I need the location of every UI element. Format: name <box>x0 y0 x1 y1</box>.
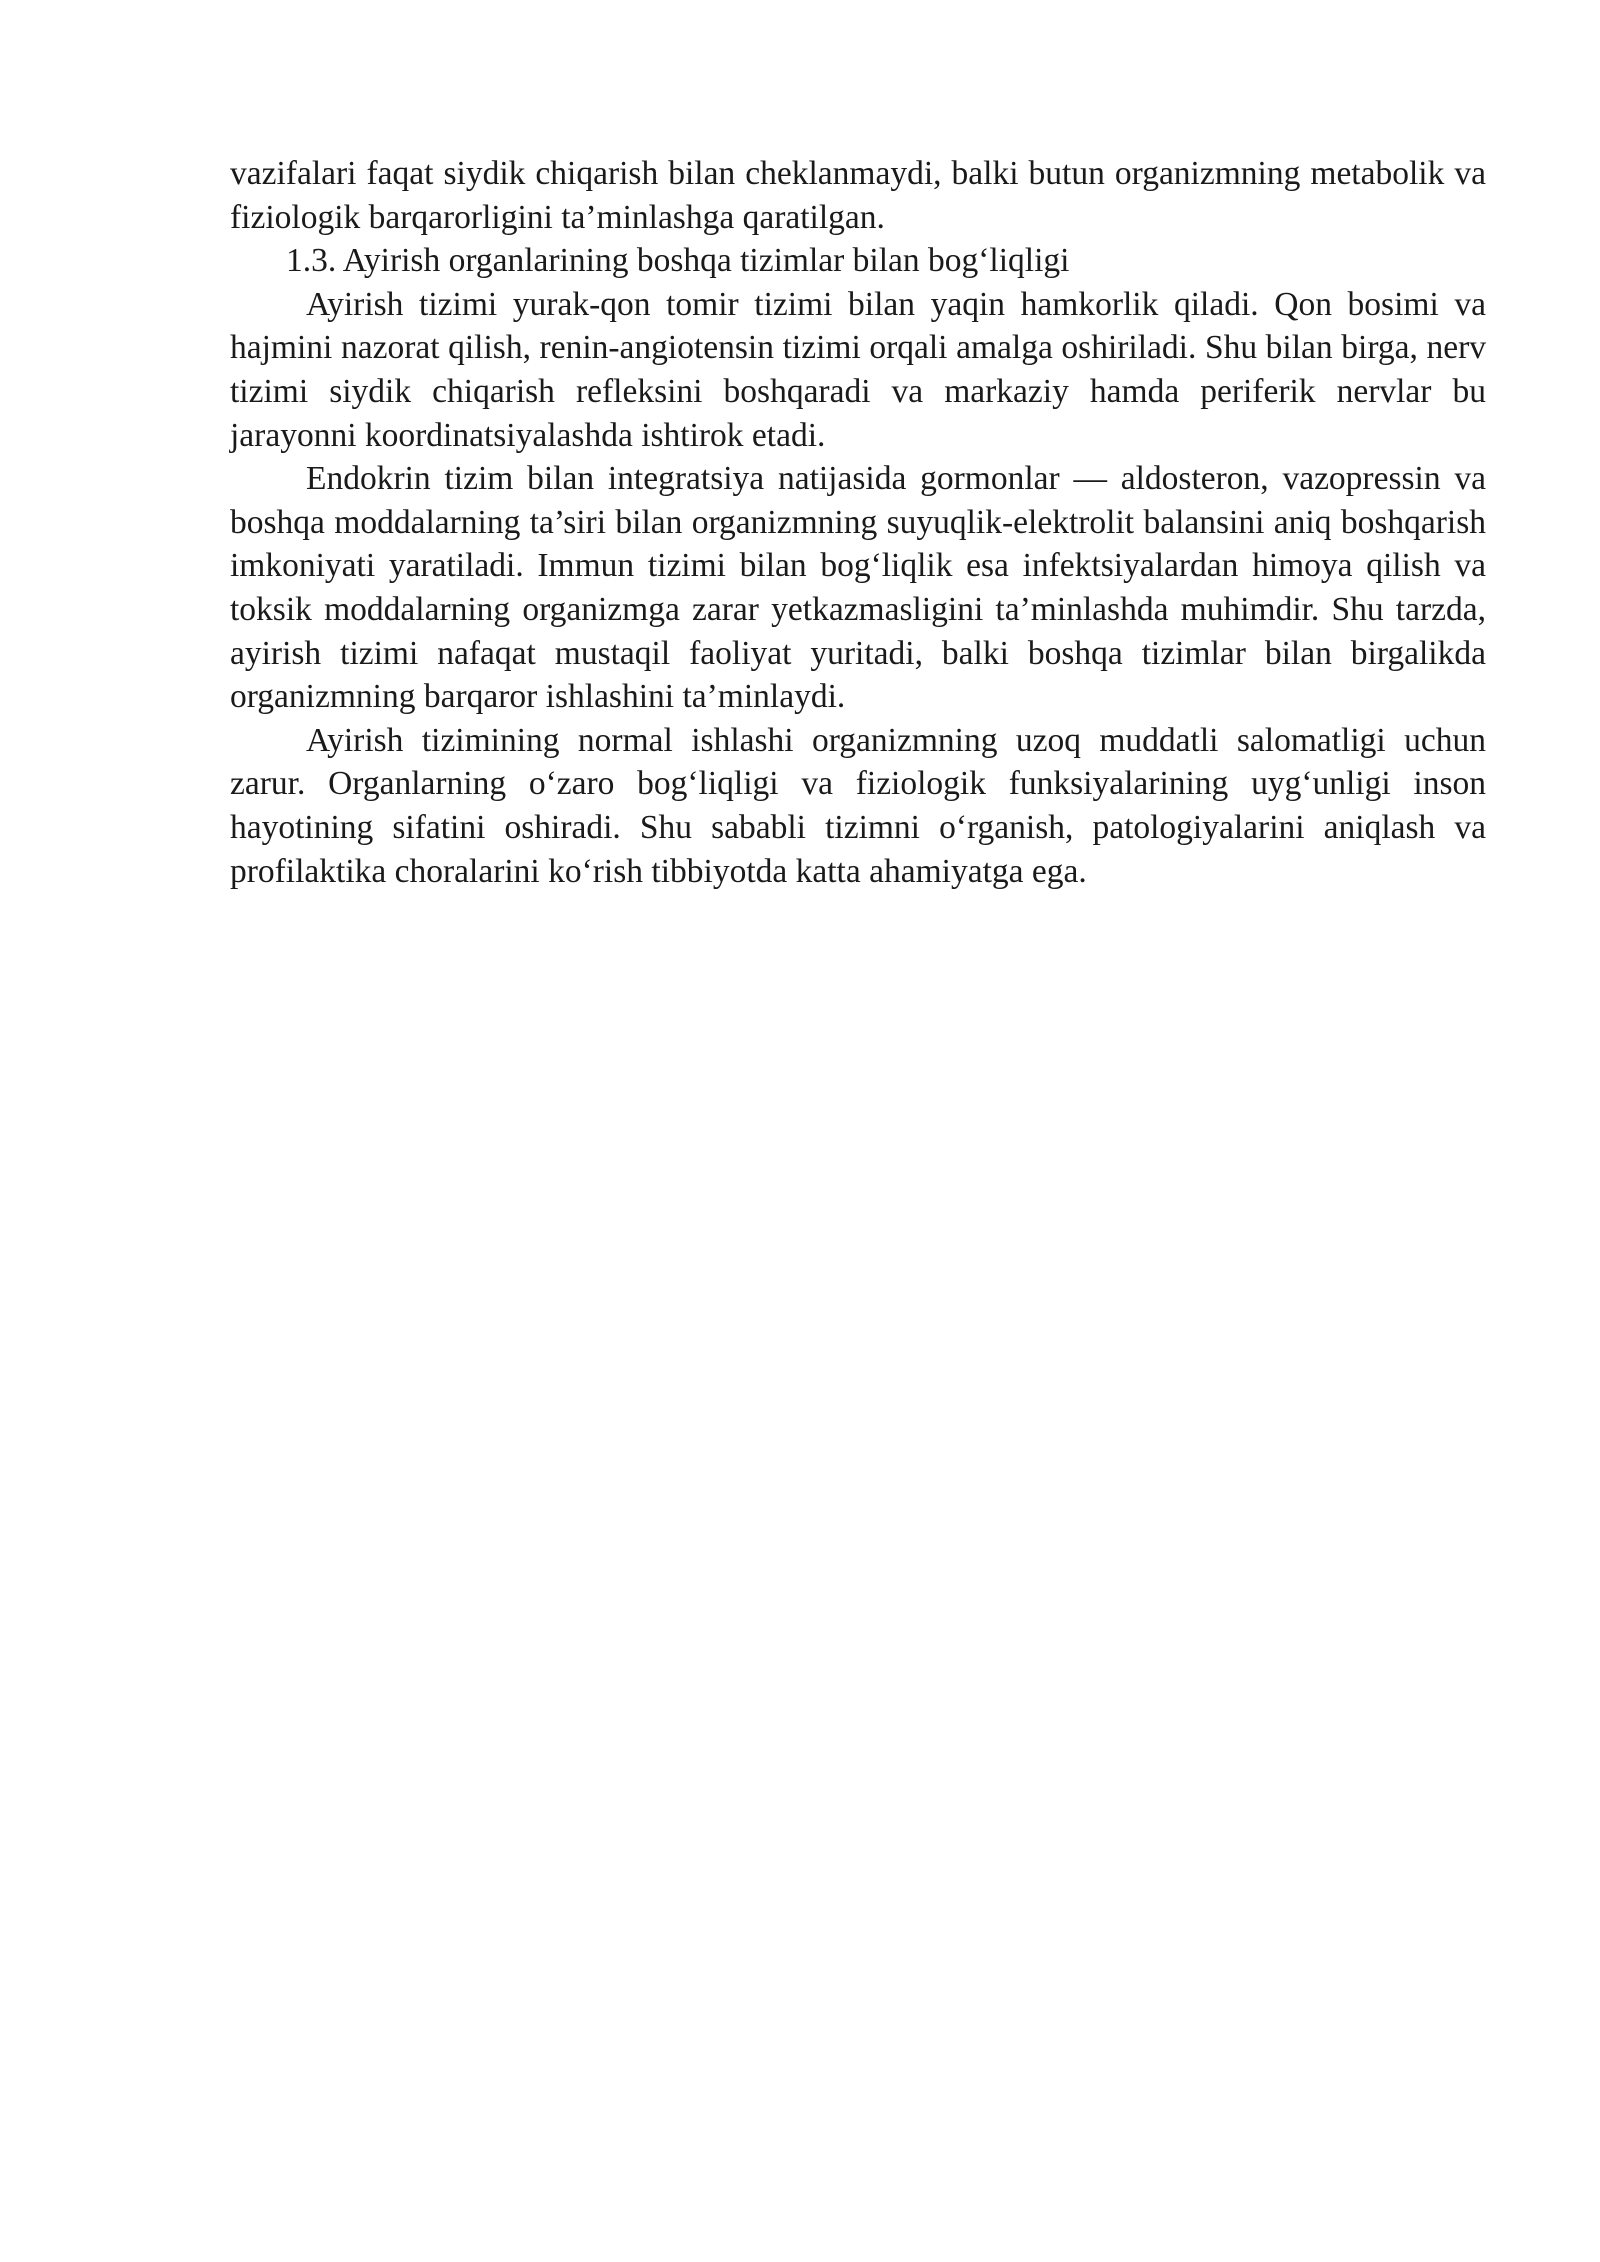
paragraph: Endokrin tizim bilan integratsiya natijasida gormonlar — aldosteron, vazopressin va boshqa moddalarning ta’siri bilan organizmning suyuqlik-elektrolit balansini aniq boshqarish imkoniyati yaratiladi. Immun tizimi bilan bog‘liqlik esa infektsiyalardan himoya qilish va toksik moddalarning organizmga zarar yetkazmasligini ta’minlashda muhimdir. Shu tarzda, ayirish tizimi nafaqat mustaqil faoliyat yuritadi, balki boshqa tizimlar bilan birgalikda organizmning barqaror ishlashini ta’minlaydi. <box>230 460 1486 716</box>
paragraph: Ayirish tizimining normal ishlashi organizmning uzoq muddatli salomatligi uchun zarur. Organlarning o‘zaro bog‘liqligi va fiziologik funksiyalarining uyg‘unligi inson hayotining sifatini oshiradi. Shu sababli tizimni o‘rganish, patologiyalarini aniqlash va profilaktika choralarini ko‘rish tibbiyotda katta ahamiyatga ega. <box>230 721 1486 890</box>
paragraph: Ayirish tizimi yurak-qon tomir tizimi bilan yaqin hamkorlik qiladi. Qon bosimi va hajmini nazorat qilish, renin-angiotensin tizimi orqali amalga oshiriladi. Shu bilan birga, nerv tizimi siydik chiqarish refleksini boshqaradi va markaziy hamda periferik nervlar bu jarayonni koordinatsiyalashda ishtirok etadi. <box>230 285 1486 454</box>
section-heading: 1.3. Ayirish organlarining boshqa tizimlar bilan bog‘liqligi <box>286 242 1070 280</box>
body-text <box>230 152 1486 893</box>
paragraph-continued: vazifalari faqat siydik chiqarish bilan cheklanmaydi, balki butun organizmning metabolik va fiziologik barqarorligini ta’minlashga qaratilgan. <box>230 155 1486 236</box>
